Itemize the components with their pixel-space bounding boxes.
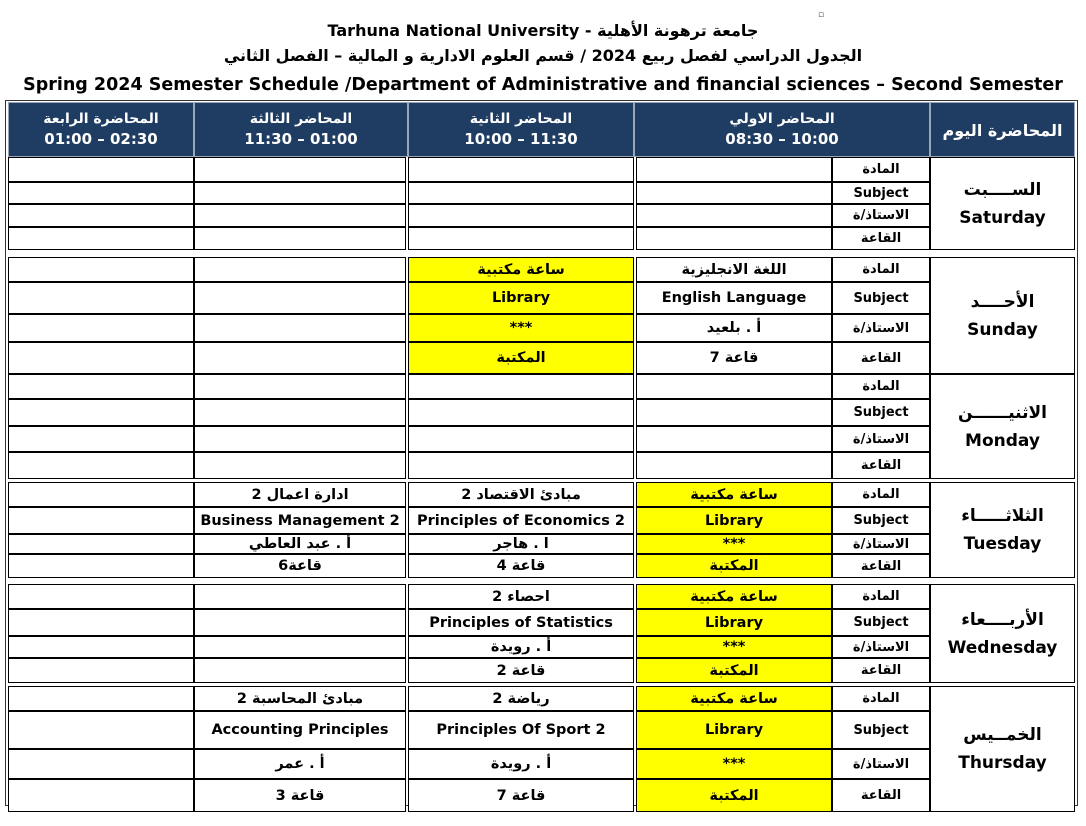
period-4-room xyxy=(8,227,194,250)
period-2-room: قاعة 7 xyxy=(408,779,634,812)
university-title: Tarhuna National University - جامعة ترهونة الأهلية xyxy=(327,21,759,40)
period-4-teacher xyxy=(8,749,194,779)
period-1-subject-ar: ساعة مكتبية xyxy=(636,482,832,507)
row-label-subject-ar: المادة xyxy=(832,157,930,182)
period-4-subject-ar xyxy=(8,257,194,282)
row-label-subject-en: Subject xyxy=(832,182,930,204)
period-3-subject-en xyxy=(194,182,406,204)
period-4-subject-en xyxy=(8,609,194,636)
day-cell-sunday xyxy=(930,257,1075,374)
period-1-subject-ar: اللغة الانجليزية xyxy=(636,257,832,282)
day-cell-monday xyxy=(930,374,1075,479)
period-1-room xyxy=(636,227,832,250)
period-2-room: قاعة 2 xyxy=(408,658,634,683)
period-4-subject-en xyxy=(8,711,194,749)
period-3-teacher xyxy=(194,426,406,452)
period-1-teacher: *** xyxy=(636,534,832,554)
period-4-subject-en xyxy=(8,182,194,204)
day-name-en: Wednesday xyxy=(947,637,1058,658)
period-1-room: المكتبة xyxy=(636,779,832,812)
period-2-teacher: أ . رويدة xyxy=(408,749,634,779)
row-label-subject-ar: المادة xyxy=(832,374,930,399)
period-1-room: المكتبة xyxy=(636,554,832,578)
page-mark: ▫ xyxy=(818,10,825,20)
row-label-room: القاعة xyxy=(832,452,930,479)
period-1-teacher: *** xyxy=(636,749,832,779)
row-label-subject-en: Subject xyxy=(832,609,930,636)
row-label-room: القاعة xyxy=(832,658,930,683)
period-1-room xyxy=(636,452,832,479)
period-4-subject-ar xyxy=(8,686,194,711)
day-name-ar: الأربــــعاء xyxy=(961,609,1044,630)
day-cell-saturday xyxy=(930,157,1075,250)
row-label-room: القاعة xyxy=(832,342,930,374)
row-label-teacher: الاستاذ/ة xyxy=(832,314,930,342)
period-4-teacher xyxy=(8,636,194,658)
period-3-subject-ar xyxy=(194,257,406,282)
period-3-subject-en xyxy=(194,282,406,314)
row-label-subject-ar: المادة xyxy=(832,686,930,711)
period-2-subject-en xyxy=(408,399,634,426)
period-1-teacher: *** xyxy=(636,636,832,658)
row-label-subject-ar: المادة xyxy=(832,482,930,507)
period-2-subject-ar: مبادئ الاقتصاد 2 xyxy=(408,482,634,507)
period-2-subject-en xyxy=(408,182,634,204)
period-3-teacher xyxy=(194,636,406,658)
period-4-subject-ar xyxy=(8,482,194,507)
period-2-subject-en: Principles of Statistics xyxy=(408,609,634,636)
day-name-en: Thursday xyxy=(958,753,1047,773)
period-4-subject-ar xyxy=(8,584,194,609)
period-1-subject-ar: ساعة مكتبية xyxy=(636,686,832,711)
day-name-en: Monday xyxy=(965,430,1040,451)
period-3-subject-ar xyxy=(194,157,406,182)
day-name-en: Tuesday xyxy=(963,534,1042,554)
period-3-subject-ar xyxy=(194,374,406,399)
header-period-3: المحاضر الثالثة 11:30 – 01:00 xyxy=(194,102,408,157)
schedule-title-arabic: الجدول الدراسي لفصل ربيع 2024 / قسم العلوم الادارية و المالية – الفصل الثاني xyxy=(223,46,863,65)
period-3-teacher: أ . عمر xyxy=(194,749,406,779)
period-4-subject-ar xyxy=(8,157,194,182)
period-1-subject-en: Library xyxy=(636,609,832,636)
period-2-teacher xyxy=(408,204,634,227)
row-label-teacher: الاستاذ/ة xyxy=(832,426,930,452)
row-label-teacher: الاستاذ/ة xyxy=(832,204,930,227)
period-3-teacher xyxy=(194,204,406,227)
period-4-subject-ar xyxy=(8,374,194,399)
row-label-subject-en: Subject xyxy=(832,282,930,314)
day-cell-wednesday xyxy=(930,584,1075,683)
period-2-teacher xyxy=(408,426,634,452)
row-label-subject-ar: المادة xyxy=(832,257,930,282)
period-2-room xyxy=(408,227,634,250)
period-4-teacher xyxy=(8,534,194,554)
period-1-subject-ar: ساعة مكتبية xyxy=(636,584,832,609)
row-label-subject-en: Subject xyxy=(832,399,930,426)
row-label-subject-en: Subject xyxy=(832,507,930,534)
period-3-subject-ar: ادارة اعمال 2 xyxy=(194,482,406,507)
row-label-subject-en: Subject xyxy=(832,711,930,749)
period-1-subject-ar xyxy=(636,374,832,399)
day-name-ar: الثلاثـــــاء xyxy=(961,506,1044,526)
period-4-room xyxy=(8,342,194,374)
period-4-subject-en xyxy=(8,507,194,534)
period-1-subject-en: Library xyxy=(636,507,832,534)
day-cell-thursday xyxy=(930,686,1075,812)
period-4-subject-en xyxy=(8,282,194,314)
period-2-subject-ar xyxy=(408,374,634,399)
period-3-room xyxy=(194,658,406,683)
day-name-ar: الســــبت xyxy=(963,179,1042,200)
day-name-en: Saturday xyxy=(959,207,1046,228)
period-3-room: قاعة6 xyxy=(194,554,406,578)
period-4-subject-en xyxy=(8,399,194,426)
period-2-subject-en: Library xyxy=(408,282,634,314)
period-2-teacher: *** xyxy=(408,314,634,342)
row-label-room: القاعة xyxy=(832,227,930,250)
period-3-subject-en xyxy=(194,609,406,636)
period-2-subject-en: Principles Of Sport 2 xyxy=(408,711,634,749)
period-3-room: قاعة 3 xyxy=(194,779,406,812)
row-label-teacher: الاستاذ/ة xyxy=(832,636,930,658)
period-3-room xyxy=(194,342,406,374)
period-1-subject-en: Library xyxy=(636,711,832,749)
period-1-subject-ar xyxy=(636,157,832,182)
schedule-title-english: Spring 2024 Semester Schedule /Department of Administrative and financial sciences – Second Semester xyxy=(23,75,1063,95)
header-period-4: المحاضرة الرابعة 01:00 – 02:30 xyxy=(8,102,194,157)
period-3-room xyxy=(194,452,406,479)
period-1-room: قاعة 7 xyxy=(636,342,832,374)
period-4-teacher xyxy=(8,204,194,227)
period-1-subject-en xyxy=(636,182,832,204)
period-3-teacher: أ . عبد العاطي xyxy=(194,534,406,554)
period-3-subject-en: Business Management 2 xyxy=(194,507,406,534)
period-1-subject-en: English Language xyxy=(636,282,832,314)
period-4-room xyxy=(8,779,194,812)
period-1-room: المكتبة xyxy=(636,658,832,683)
period-4-room xyxy=(8,452,194,479)
day-name-ar: الأحــــد xyxy=(970,291,1035,312)
period-2-room: المكتبة xyxy=(408,342,634,374)
period-4-teacher xyxy=(8,426,194,452)
row-label-room: القاعة xyxy=(832,779,930,812)
period-3-subject-ar: مبادئ المحاسبة 2 xyxy=(194,686,406,711)
period-3-teacher xyxy=(194,314,406,342)
period-2-subject-ar: احصاء 2 xyxy=(408,584,634,609)
header-period-1: المحاضر الاولي 08:30 – 10:00 xyxy=(634,102,930,157)
period-4-room xyxy=(8,554,194,578)
period-4-room xyxy=(8,658,194,683)
day-name-ar: الاثنيــــــن xyxy=(958,402,1047,423)
row-label-room: القاعة xyxy=(832,554,930,578)
day-cell-tuesday xyxy=(930,482,1075,578)
period-1-teacher xyxy=(636,426,832,452)
row-label-teacher: الاستاذ/ة xyxy=(832,534,930,554)
period-2-room: قاعة 4 xyxy=(408,554,634,578)
period-2-subject-ar: رياضة 2 xyxy=(408,686,634,711)
header-day: المحاضرة اليوم xyxy=(930,102,1075,157)
header-period-2: المحاضر الثانية 10:00 – 11:30 xyxy=(408,102,634,157)
period-3-room xyxy=(194,227,406,250)
period-3-subject-en xyxy=(194,399,406,426)
row-label-teacher: الاستاذ/ة xyxy=(832,749,930,779)
period-2-room xyxy=(408,452,634,479)
row-label-subject-ar: المادة xyxy=(832,584,930,609)
period-2-teacher: ا . هاجر xyxy=(408,534,634,554)
period-1-subject-en xyxy=(636,399,832,426)
period-2-subject-en: Principles of Economics 2 xyxy=(408,507,634,534)
day-name-ar: الخمــيس xyxy=(963,725,1042,745)
period-2-teacher: أ . رويدة xyxy=(408,636,634,658)
period-3-subject-en: Accounting Principles xyxy=(194,711,406,749)
period-2-subject-ar xyxy=(408,157,634,182)
period-4-teacher xyxy=(8,314,194,342)
day-name-en: Sunday xyxy=(967,319,1038,340)
period-1-teacher xyxy=(636,204,832,227)
period-2-subject-ar: ساعة مكتبية xyxy=(408,257,634,282)
period-3-subject-ar xyxy=(194,584,406,609)
period-1-teacher: أ . بلعيد xyxy=(636,314,832,342)
